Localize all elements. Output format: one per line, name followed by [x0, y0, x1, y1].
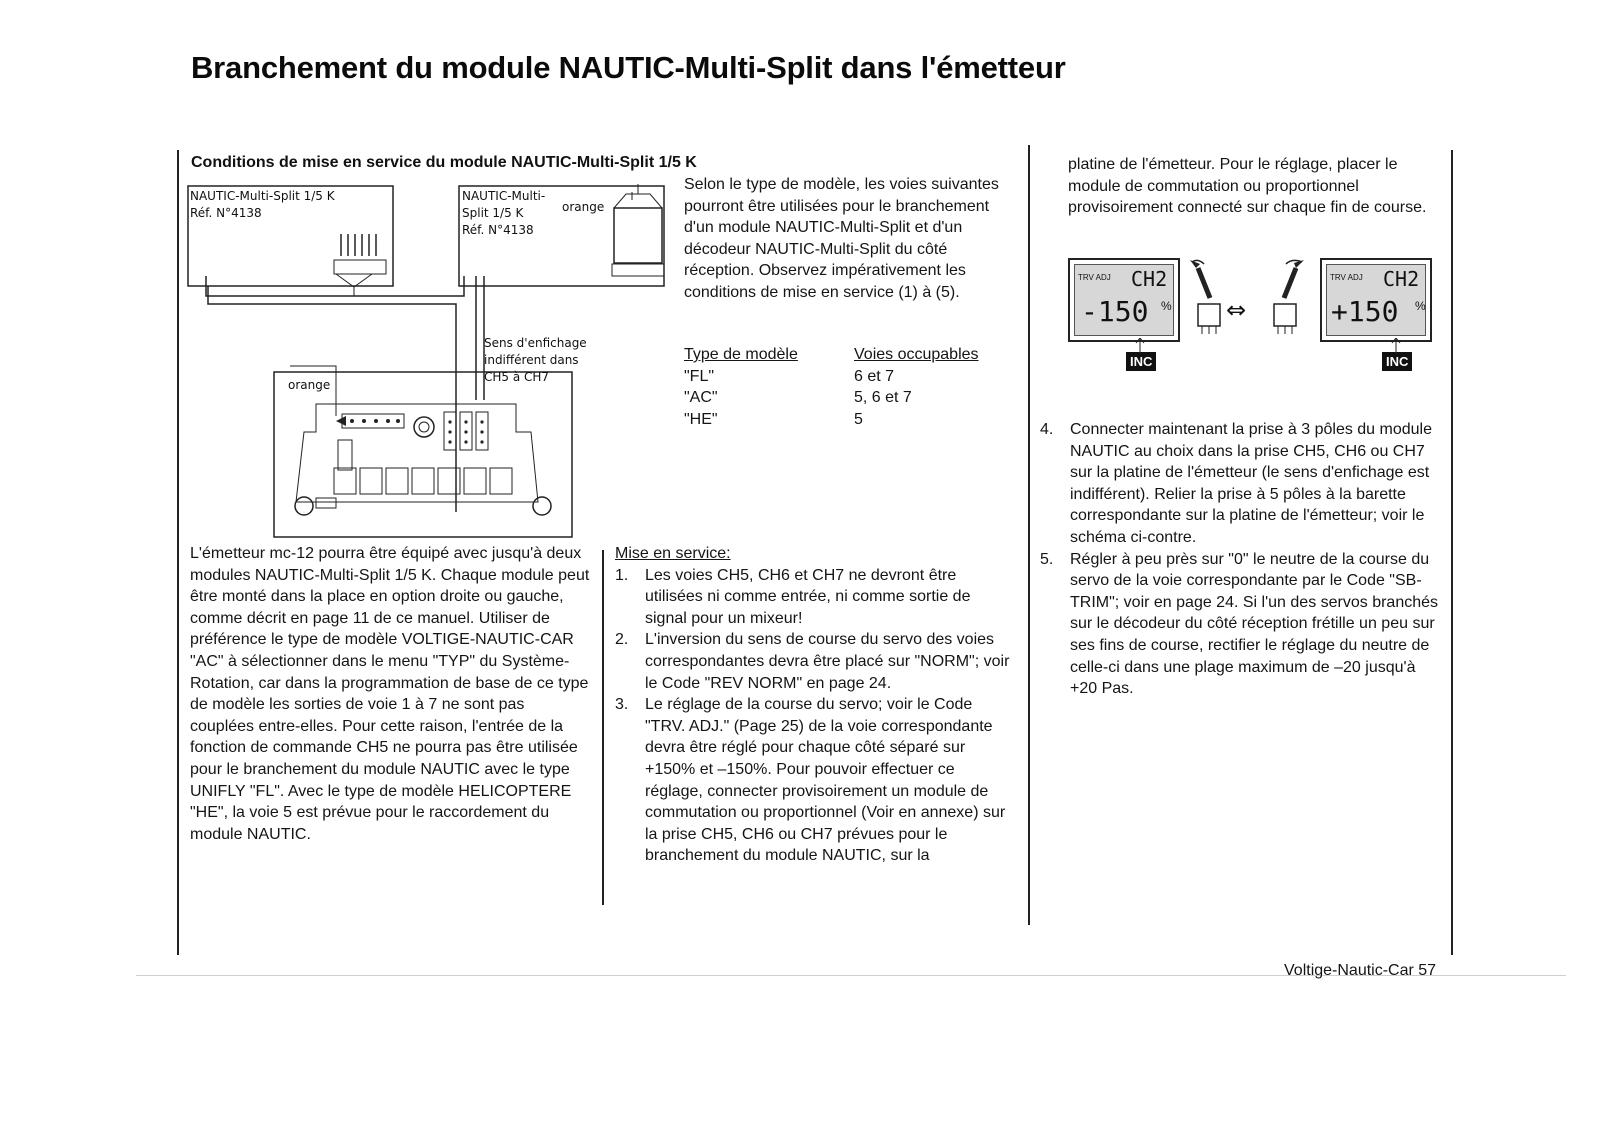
list-item — [615, 694, 1015, 867]
sens-label-1: Sens d'enfichage — [484, 336, 587, 350]
intro-paragraph: Selon le type de modèle, les voies suivantes pourront être utilisées pour le branchement d'un module NAUTIC-Multi-Split et d'un décodeur NAUTIC-Multi-Split du côté réception. Observez impérativement les conditions de mise en service (1) à (5). — [684, 176, 999, 301]
list-item-number: 4. — [1040, 421, 1054, 438]
list-item — [615, 565, 1015, 630]
lcd-unit: % — [1161, 299, 1172, 313]
sens-label-2: indifférent dans — [484, 353, 579, 367]
model-table — [684, 344, 1014, 430]
lcd-display-left — [1068, 258, 1180, 342]
right-top-paragraph: platine de l'émetteur. Pour le réglage, placer le module de commutation ou proportionnel provisoirement connecté sur chaque fin de course. — [1068, 156, 1427, 217]
right-margin-rule — [1451, 150, 1453, 955]
list-item-number: 3. — [615, 696, 629, 714]
lcd-display-right — [1320, 258, 1432, 342]
lcd-trv-label: TRV ADJ — [1078, 273, 1111, 282]
column-divider-2 — [1028, 145, 1030, 925]
module1-label-ref: Réf. N°4138 — [190, 206, 262, 220]
table-row — [684, 387, 1014, 409]
page-footer: Voltige-Nautic-Car 57 — [1284, 962, 1437, 979]
list-item-number: 5. — [1040, 550, 1054, 568]
orange-label-left: orange — [288, 378, 331, 392]
lcd-channel: CH2 — [1131, 267, 1168, 291]
module2-label-name: NAUTIC-Multi- — [462, 189, 546, 203]
left-paragraph: L'émetteur mc-12 pourra être équipé avec jusqu'à deux modules NAUTIC-Multi-Split 1/5 K. Chaque module peut être monté dans la place en option droite ou gauche, comme décrit en page 11 de ce manuel. Utiliser de préférence le type de modèle VOLTIGE-NAUTIC-CAR "AC" à sélectionner dans le menu "TYP" du Système-Rotation, car dans la programmation de base de ce type de modèle les sorties de voie 1 à 7 ne sont pas couplées entre-elles. Pour cette raison, l'entrée de la fonction de commande CH5 ne pourra pas être utilisée pour le branchement du module NAUTIC avec le type UNIFLY "FL". Avec le type de modèle HELICOPTERE "HE", la voie 5 est prévue pour le raccordement du module NAUTIC. — [190, 545, 590, 843]
list-item — [1040, 419, 1440, 549]
mise-en-service-section — [615, 543, 1015, 867]
left-margin-rule — [177, 150, 179, 955]
lcd-channel: CH2 — [1383, 267, 1420, 291]
right-list — [1040, 419, 1440, 700]
up-arrow-left-icon — [1134, 338, 1146, 354]
table-header-type: Type de modèle — [684, 346, 798, 363]
list-item-text: Le réglage de la course du servo; voir le Code "TRV. ADJ." (Page 25) de la voie correspondante devra être réglé pour chaque côté séparé sur +150% et –150%. Pour pouvoir effectuer ce réglage, connecter provisoirement un module de commutation ou proportionnel (Voir en annexe) sur la prise CH5, CH6 ou CH7 prévues pour le branchement du module NAUTIC, sur la — [645, 696, 1006, 865]
lcd-screen-right — [1326, 264, 1426, 336]
model-table-header — [684, 344, 1014, 366]
module2-label-ref: Réf. N°4138 — [462, 223, 534, 237]
module2-label-split: Split 1/5 K — [462, 206, 524, 220]
inc-button-left: INC — [1126, 352, 1156, 371]
up-arrow-right-icon — [1390, 338, 1402, 354]
inc-button-right: INC — [1382, 352, 1412, 371]
list-item — [1040, 549, 1440, 700]
column-divider-1 — [602, 550, 604, 905]
list-item — [615, 629, 1015, 694]
lcd-screen-left — [1074, 264, 1174, 336]
toggle-switch-right-icon — [1268, 258, 1308, 338]
orange-label-top: orange — [562, 200, 605, 214]
table-cell-voies: 6 et 7 — [854, 367, 895, 385]
module1-label-name: NAUTIC-Multi-Split 1/5 K — [190, 189, 335, 203]
toggle-switch-left-icon — [1186, 258, 1226, 338]
page-title: Branchement du module NAUTIC-Multi-Split dans l'émetteur — [191, 50, 1066, 85]
wiring-diagram — [186, 172, 676, 542]
table-cell-type: "HE" — [684, 410, 718, 428]
right-items-section — [1040, 419, 1440, 700]
mise-heading: Mise en service: — [615, 545, 731, 562]
list-item-text: Les voies CH5, CH6 et CH7 ne devront être utilisées ni comme entrée, ni comme sortie de signal pour un mixeur! — [645, 566, 971, 627]
list-item-number: 2. — [615, 631, 629, 649]
list-item-number: 1. — [615, 566, 629, 584]
table-header-voies: Voies occupables — [854, 346, 979, 363]
conditions-heading: Conditions de mise en service du module NAUTIC-Multi-Split 1/5 K — [191, 154, 697, 171]
mise-list — [615, 565, 1015, 867]
list-item-text: L'inversion du sens de course du servo des voies correspondantes devra être placé sur "NORM"; voir le Code "REV NORM" en page 24. — [645, 631, 1010, 692]
table-cell-voies: 5 — [854, 410, 863, 428]
list-item-text: Régler à peu près sur "0" le neutre de la course du servo de la voie correspondante par le Code "SB-TRIM"; voir en page 24. Si l'un des servos branchés sur le décodeur du côté réception frétille un peu sur ses fins de course, rectifier le réglage du neutre de celle-ci dans une plage maximum de –20 jusqu'à +20 Pas. — [1070, 550, 1439, 698]
lcd-unit: % — [1415, 299, 1426, 313]
lcd-trv-label: TRV ADJ — [1330, 273, 1363, 282]
lcd-value: -150 — [1081, 295, 1149, 328]
list-item-text: Connecter maintenant la prise à 3 pôles du module NAUTIC au choix dans la prise CH5, CH6 ou CH7 sur la platine de l'émetteur (le sens d'enfichage est indifférent). Relier la prise à 5 pôles à la barette correspondante sur la platine de l'émetteur; voir le schéma ci-contre. — [1070, 421, 1432, 546]
table-row — [684, 366, 1014, 388]
table-cell-type: "FL" — [684, 367, 715, 385]
table-cell-voies: 5, 6 et 7 — [854, 389, 912, 407]
double-arrow-icon: ⇔ — [1226, 296, 1247, 324]
table-row — [684, 409, 1014, 431]
sens-label-3: CH5 à CH7 — [484, 370, 550, 384]
lcd-value: +150 — [1331, 295, 1399, 328]
table-cell-type: "AC" — [684, 389, 718, 407]
